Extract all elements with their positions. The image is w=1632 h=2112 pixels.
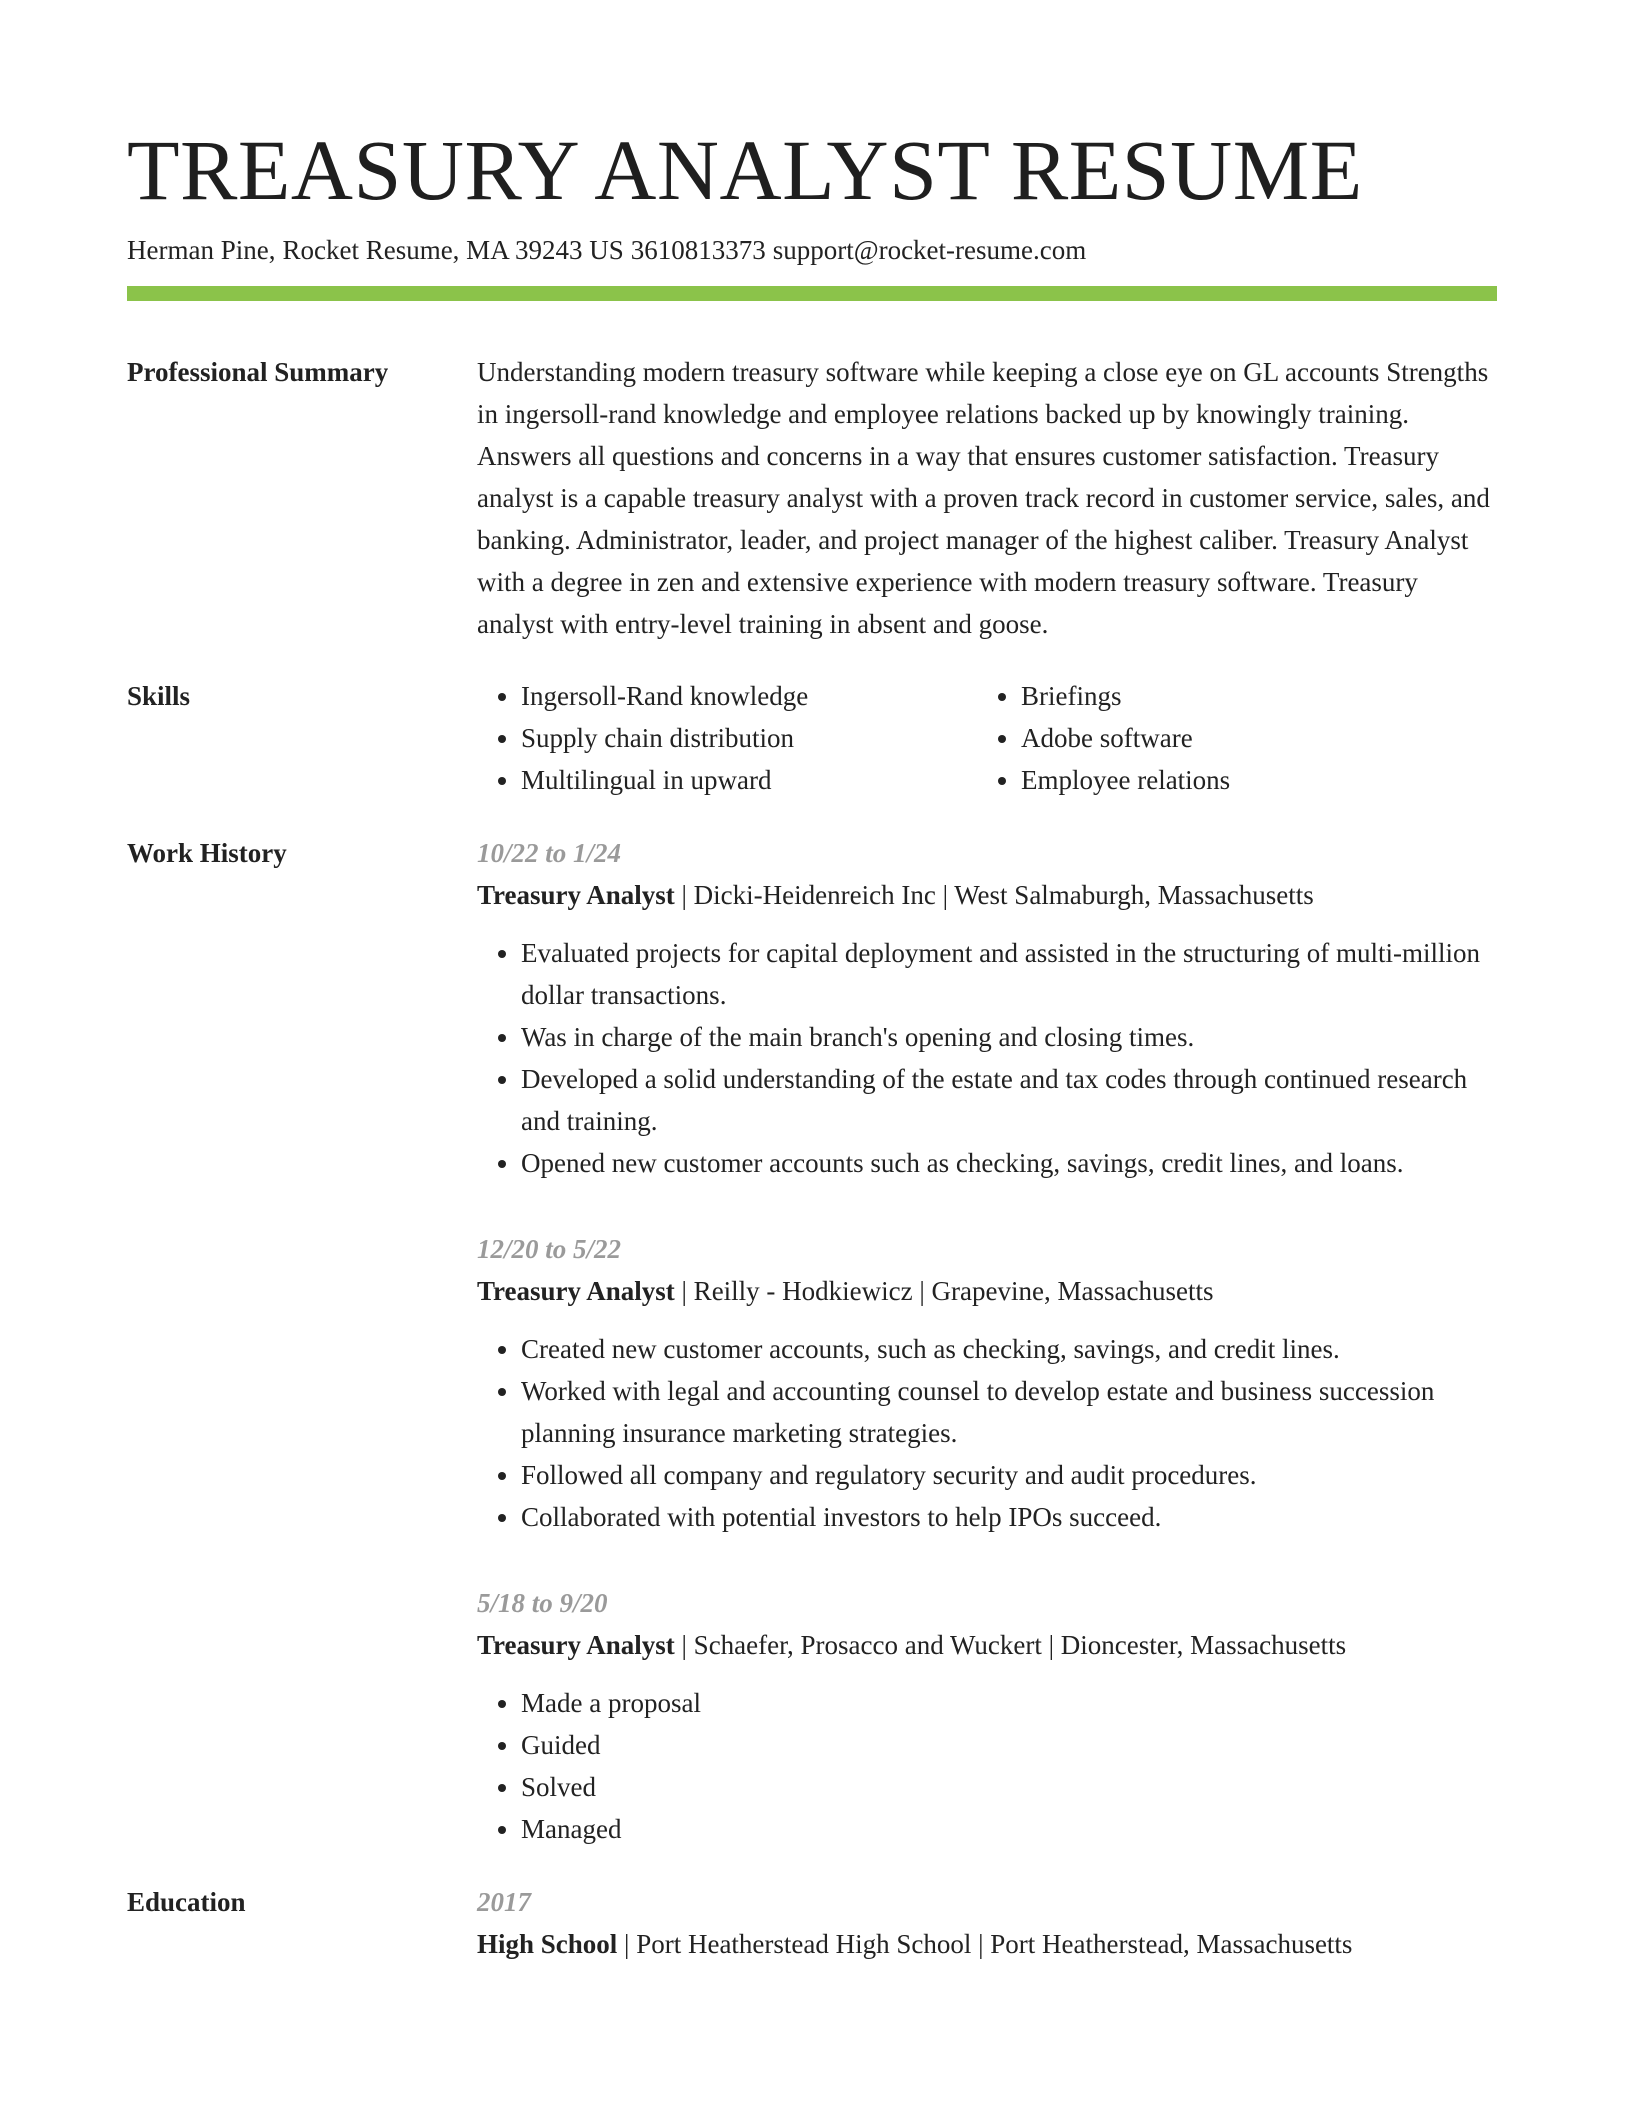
job-bullet: • Managed (521, 1808, 1497, 1850)
job-entry (477, 1582, 1497, 1850)
contact-name: Herman Pine, (127, 235, 276, 265)
skill-item: • Adobe software (1021, 717, 1477, 759)
job-role-line (477, 874, 1497, 916)
job-details: | Dicki-Heidenreich Inc | West Salmaburgh, Massachusetts (674, 880, 1314, 910)
education-line (477, 1923, 1497, 1965)
contact-address: Rocket Resume, MA 39243 US (282, 235, 624, 265)
job-bullet: • Made a proposal (521, 1682, 1497, 1724)
work-history-section (127, 832, 1497, 1850)
job-bullet: • Opened new customer accounts such as checking, savings, credit lines, and loans. (521, 1142, 1497, 1184)
resume-page (127, 120, 1497, 1965)
job-title: Treasury Analyst (477, 1630, 675, 1660)
page-title: TREASURY ANALYST RESUME (127, 122, 1363, 218)
header-divider (127, 286, 1497, 301)
job-bullet: • Evaluated projects for capital deployment and assisted in the structuring of multi-million dollar transactions. (521, 932, 1497, 1016)
job-details: | Reilly - Hodkiewicz | Grapevine, Massachusetts (674, 1276, 1214, 1306)
job-bullet: • Developed a solid understanding of the estate and tax codes through continued research and training. (521, 1058, 1497, 1142)
job-bullet: • Created new customer accounts, such as checking, savings, and credit lines. (521, 1328, 1497, 1370)
education-dates: 2017 (477, 1887, 531, 1917)
summary-text: Understanding modern treasury software while keeping a close eye on GL accounts Strengths in ingersoll-rand knowledge and employee relations backed up by knowingly training. Answers all questions and concerns in a way that ensures customer satisfaction. Treasury analyst is a capable treasury analyst with a proven track record in customer service, sales, and banking. Administrator, leader, and project manager of the highest caliber. Treasury Analyst with a degree in zen and extensive experience with modern treasury software. Treasury analyst with entry-level training in absent and goose. (477, 357, 1490, 639)
job-bullet: • Collaborated with potential investors to help IPOs succeed. (521, 1496, 1497, 1538)
contact-line (127, 232, 1497, 268)
section-label-work: Work History (127, 838, 287, 868)
skill-item: • Multilingual in upward (521, 759, 977, 801)
job-bullet: • Was in charge of the main branch's opening and closing times. (521, 1016, 1497, 1058)
contact-email[interactable]: support@rocket-resume.com (772, 235, 1087, 265)
contact-phone: 3610813373 (630, 235, 766, 265)
job-dates: 5/18 to 9/20 (477, 1588, 608, 1618)
summary-section (127, 351, 1497, 645)
job-entry (477, 1228, 1497, 1538)
job-entry (477, 832, 1497, 1184)
skill-item: • Ingersoll-Rand knowledge (521, 675, 977, 717)
skills-section (127, 675, 1497, 801)
job-dates: 10/22 to 1/24 (477, 838, 622, 868)
section-label-education: Education (127, 1887, 246, 1917)
education-details: | Port Heatherstead High School | Port Heatherstead, Massachusetts (617, 1929, 1353, 1959)
job-bullet: • Followed all company and regulatory security and audit procedures. (521, 1454, 1497, 1496)
skill-item: • Employee relations (1021, 759, 1477, 801)
job-role-line (477, 1270, 1497, 1312)
job-dates: 12/20 to 5/22 (477, 1234, 622, 1264)
section-label-skills: Skills (127, 681, 191, 711)
section-label-summary: Professional Summary (127, 357, 389, 387)
job-details: | Schaefer, Prosacco and Wuckert | Dioncester, Massachusetts (674, 1630, 1347, 1660)
skill-item: • Supply chain distribution (521, 717, 977, 759)
skill-item: • Briefings (1021, 675, 1477, 717)
skills-list (477, 675, 1497, 801)
job-bullet: • Worked with legal and accounting counsel to develop estate and business succession planning insurance marketing strategies. (521, 1370, 1497, 1454)
job-role-line (477, 1624, 1497, 1666)
job-bullet: • Solved (521, 1766, 1497, 1808)
job-title: Treasury Analyst (477, 880, 675, 910)
education-degree: High School (477, 1929, 618, 1959)
job-bullet: • Guided (521, 1724, 1497, 1766)
education-section (127, 1881, 1497, 1965)
job-title: Treasury Analyst (477, 1276, 675, 1306)
